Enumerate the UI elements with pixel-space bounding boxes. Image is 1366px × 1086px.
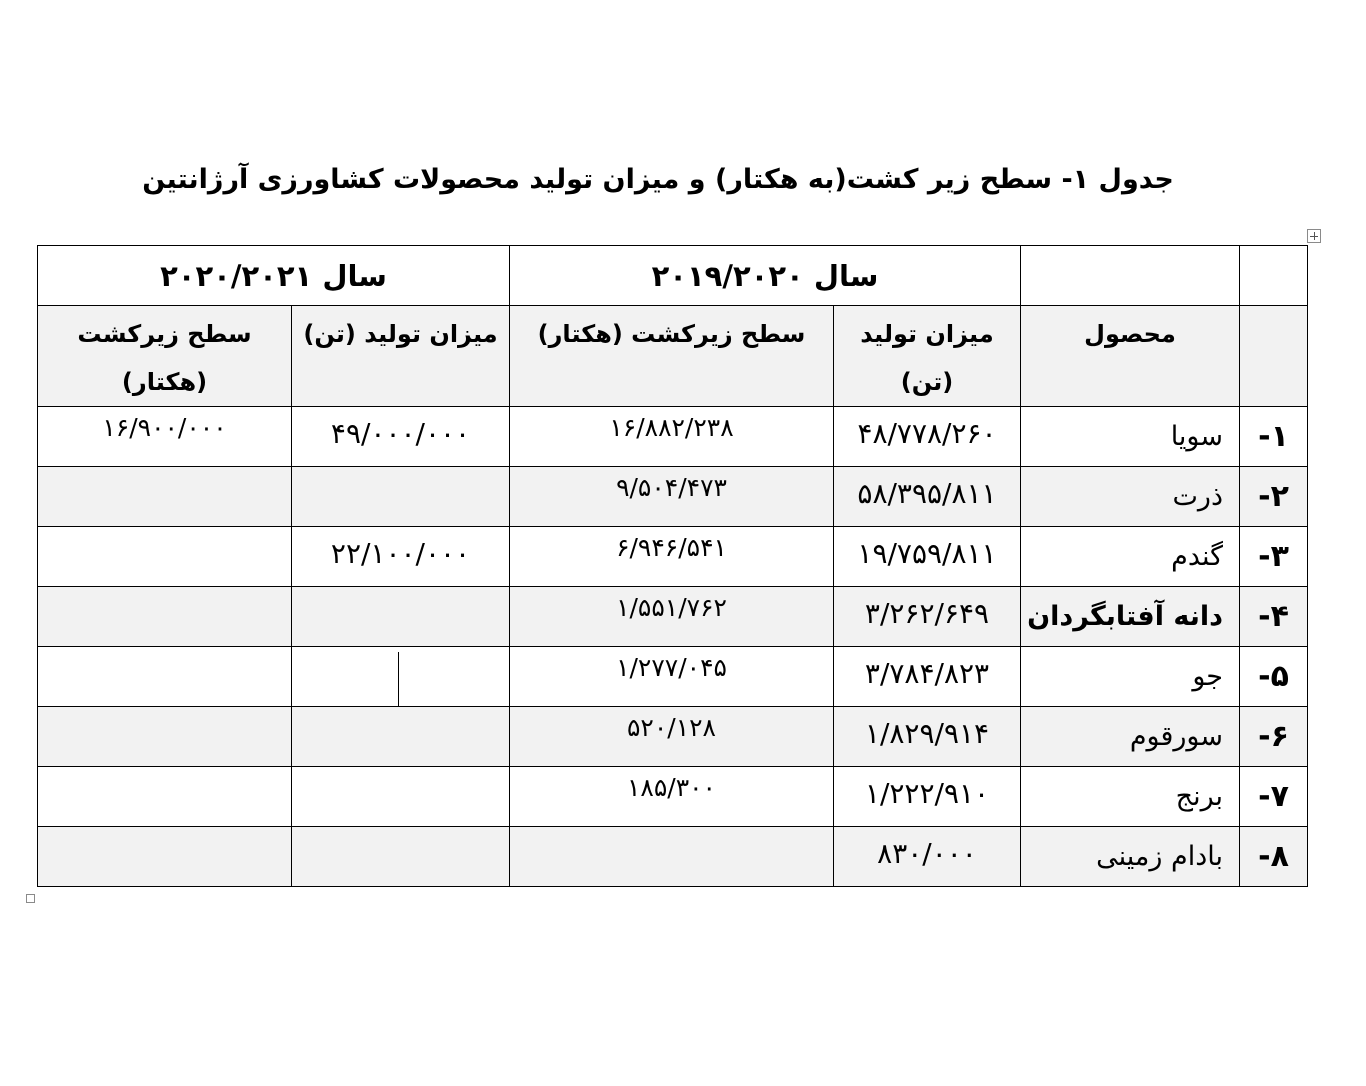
table-row bbox=[38, 467, 1308, 527]
table-row bbox=[38, 587, 1308, 647]
production-2020-header bbox=[292, 306, 510, 407]
empty-header-cell bbox=[1240, 306, 1308, 407]
production-2019-cell: ۱/۸۲۹/۹۱۴ bbox=[834, 707, 1021, 767]
area-2019-cell: ۱/۵۵۱/۷۶۲ bbox=[510, 587, 834, 647]
area-2020-cell bbox=[38, 767, 292, 827]
product-name: گندم bbox=[1021, 527, 1240, 587]
empty-header-cell bbox=[1240, 246, 1308, 306]
table-row bbox=[38, 707, 1308, 767]
text-cursor bbox=[398, 652, 399, 706]
area-header-unit: (هکتار) bbox=[121, 368, 208, 396]
product-name: ذرت bbox=[1021, 467, 1240, 527]
area-2019-cell: ۹/۵۰۴/۴۷۳ bbox=[510, 467, 834, 527]
area-2019-cell bbox=[510, 827, 834, 887]
production-2019-cell: ۱/۲۲۲/۹۱۰ bbox=[834, 767, 1021, 827]
production-2019-cell: ۳/۲۶۲/۶۴۹ bbox=[834, 587, 1021, 647]
production-2019-header bbox=[834, 306, 1021, 407]
area-2020-cell bbox=[38, 467, 292, 527]
row-number: ۱- bbox=[1240, 407, 1308, 467]
column-header-row bbox=[38, 306, 1308, 407]
product-name: دانه آفتابگردان bbox=[1021, 587, 1240, 647]
area-header-label: سطح زیرکشت (هکتار) bbox=[537, 320, 806, 348]
area-2020-cell bbox=[38, 707, 292, 767]
product-header bbox=[1021, 306, 1240, 407]
production-2020-cell bbox=[292, 647, 510, 707]
table-row bbox=[38, 647, 1308, 707]
row-number: ۶- bbox=[1240, 707, 1308, 767]
area-2019-cell: ۵۲۰/۱۲۸ bbox=[510, 707, 834, 767]
area-2019-cell: ۱۶/۸۸۲/۲۳۸ bbox=[510, 407, 834, 467]
area-2019-header bbox=[510, 306, 834, 407]
production-header-unit: (تن) bbox=[900, 368, 954, 396]
row-number: ۲- bbox=[1240, 467, 1308, 527]
row-number: ۸- bbox=[1240, 827, 1308, 887]
row-number: ۷- bbox=[1240, 767, 1308, 827]
table-resize-handle[interactable] bbox=[26, 894, 35, 903]
table-row bbox=[38, 527, 1308, 587]
area-header-label: سطح زیرکشت bbox=[77, 320, 252, 348]
production-2020-cell bbox=[292, 707, 510, 767]
production-2020-cell bbox=[292, 587, 510, 647]
table-caption: جدول ۱- سطح زیر کشت(به هکتار) و میزان تولید محصولات کشاورزی آرژانتین bbox=[142, 164, 1174, 195]
product-name: سویا bbox=[1021, 407, 1240, 467]
area-2020-cell bbox=[38, 587, 292, 647]
production-2019-cell: ۴۸/۷۷۸/۲۶۰ bbox=[834, 407, 1021, 467]
production-2020-cell: ۲۲/۱۰۰/۰۰۰ bbox=[292, 527, 510, 587]
row-number: ۵- bbox=[1240, 647, 1308, 707]
table-row bbox=[38, 407, 1308, 467]
production-2019-cell: ۱۹/۷۵۹/۸۱۱ bbox=[834, 527, 1021, 587]
production-2020-cell bbox=[292, 467, 510, 527]
product-header-label: محصول bbox=[1084, 320, 1176, 348]
area-2020-header bbox=[38, 306, 292, 407]
table-row bbox=[38, 767, 1308, 827]
year-2019-2020-header: سال ۲۰۱۹/۲۰۲۰ bbox=[510, 246, 1021, 306]
crop-table bbox=[37, 245, 1308, 887]
empty-header-cell bbox=[1021, 246, 1240, 306]
production-2020-cell bbox=[292, 827, 510, 887]
area-2020-cell bbox=[38, 647, 292, 707]
production-2019-cell: ۵۸/۳۹۵/۸۱۱ bbox=[834, 467, 1021, 527]
group-header-row bbox=[38, 246, 1308, 306]
area-2019-cell: ۱/۲۷۷/۰۴۵ bbox=[510, 647, 834, 707]
product-name: بادام زمینی bbox=[1021, 827, 1240, 887]
area-2019-cell: ۶/۹۴۶/۵۴۱ bbox=[510, 527, 834, 587]
table-row bbox=[38, 827, 1308, 887]
year-2020-2021-header: سال ۲۰۲۰/۲۰۲۱ bbox=[38, 246, 510, 306]
area-2020-cell bbox=[38, 827, 292, 887]
area-2019-cell: ۱۸۵/۳۰۰ bbox=[510, 767, 834, 827]
table-move-handle[interactable] bbox=[1307, 229, 1321, 243]
production-2020-cell bbox=[292, 767, 510, 827]
product-name: جو bbox=[1021, 647, 1240, 707]
row-number: ۴- bbox=[1240, 587, 1308, 647]
production-2019-cell: ۳/۷۸۴/۸۲۳ bbox=[834, 647, 1021, 707]
product-name: سورقوم bbox=[1021, 707, 1240, 767]
area-2020-cell bbox=[38, 527, 292, 587]
product-name: برنج bbox=[1021, 767, 1240, 827]
production-header-label: میزان تولید bbox=[860, 320, 994, 348]
production-2020-cell: ۴۹/۰۰۰/۰۰۰ bbox=[292, 407, 510, 467]
production-header-label: میزان تولید (تن) bbox=[303, 320, 498, 348]
row-number: ۳- bbox=[1240, 527, 1308, 587]
production-2019-cell: ۸۳۰/۰۰۰ bbox=[834, 827, 1021, 887]
area-2020-cell: ۱۶/۹۰۰/۰۰۰ bbox=[38, 407, 292, 467]
